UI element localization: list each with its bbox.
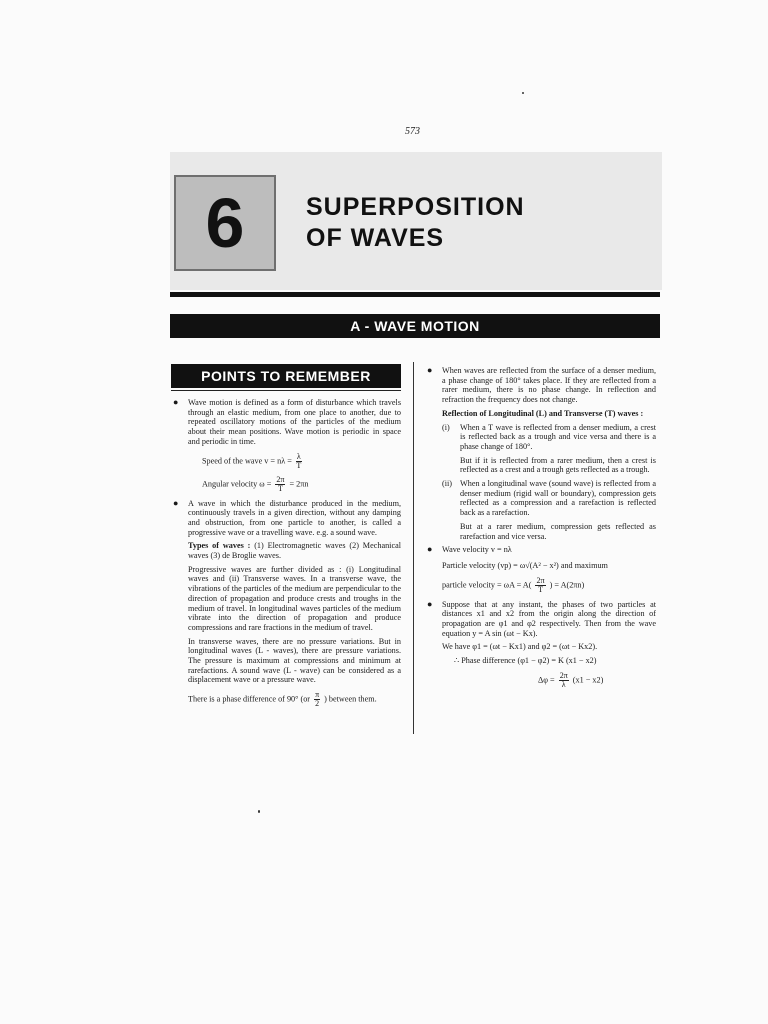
chapter-number: 6 — [205, 184, 245, 262]
pressure-variation-paragraph: In transverse waves, there are no pressure variations. But in longitudinal waves (L - waves), there are pressure variations. The pressure is maximum at compressions and minimum at rarefactions. A sound wave (L - wave) can be considered as a displacement wave or a pressure wave. — [188, 636, 401, 685]
fraction-den: T — [277, 483, 283, 493]
left-column — [173, 397, 401, 714]
fraction-den: T — [296, 460, 302, 470]
reflection-phase-paragraph: When waves are reflected from the surface of a denser medium, a phase change of 180° takes place. If they are reflected from a rarer medium, there is no phase change. In reflection and refraction the frequency does not change. — [442, 366, 656, 405]
fraction-num: 2π — [276, 474, 285, 484]
angular-velocity-equation — [202, 476, 401, 493]
scan-speck — [522, 92, 524, 94]
fraction — [314, 691, 320, 708]
list-number: (i) — [442, 422, 450, 432]
particle-velocity: Particle velocity (vp) = ω√(A² − x²) and maximum — [442, 560, 608, 570]
chapter-number-box — [174, 175, 276, 271]
list-text: When a T wave is reflected from a denser medium, a crest is reflected back as a trough and vice versa and there is a phase change of 180°. — [460, 422, 656, 451]
fraction-num: π — [315, 690, 320, 700]
chapter-title — [306, 192, 525, 254]
header-rule — [170, 292, 660, 297]
phase-post: ) between them. — [324, 694, 377, 704]
phase-particles-paragraph: Suppose that at any instant, the phases of two particles at distances x1 and x2 from the origin along the direction of propagation are φ1 and φ2 respectively. Then from the wave equation y = A sin (ωt − Kx). — [442, 599, 656, 638]
types-of-waves — [188, 541, 401, 560]
points-heading: POINTS TO REMEMBER — [171, 364, 401, 388]
phase-pre: There is a phase difference of 90° (or — [188, 694, 311, 704]
fraction-den: 2 — [315, 699, 320, 709]
delta-post: (x1 − x2) — [572, 675, 604, 685]
right-column — [427, 365, 656, 695]
scan-speck — [258, 810, 260, 813]
chapter-title-line2: OF WAVES — [306, 224, 445, 252]
fraction-num: λ — [296, 451, 301, 461]
phase-difference-line — [188, 691, 401, 708]
angular-label: Angular velocity ω = — [202, 478, 272, 488]
fraction — [559, 672, 569, 689]
fraction — [275, 476, 285, 493]
fraction-den: T — [538, 584, 543, 594]
delta-pre: Δφ = — [538, 675, 555, 685]
bullet-icon: ● — [173, 397, 179, 407]
types-label: Types of waves : — [188, 541, 251, 551]
fraction — [535, 577, 545, 594]
chapter-title-line1: SUPERPOSITION — [306, 193, 525, 221]
wave-velocity: Wave velocity v = nλ — [442, 545, 512, 555]
max-velocity-line — [442, 577, 656, 594]
bullet-icon: ● — [427, 365, 433, 375]
bullet-item — [427, 598, 656, 639]
speed-label: Speed of the wave v = nλ = — [202, 455, 292, 465]
delta-phi-equation — [538, 672, 656, 689]
points-heading-underline — [171, 390, 401, 391]
reflection-heading-text: Reflection of Longitudinal (L) and Transverse (T) waves : — [442, 408, 644, 418]
fraction-den: λ — [561, 679, 566, 689]
angular-tail: = 2πn — [289, 478, 309, 488]
section-title-bar: A - WAVE MOTION — [170, 314, 660, 338]
types-text: (1) Electromagnetic waves (2) Mechanical waves (3) de Broglie waves. — [188, 541, 401, 561]
list-text: When a longitudinal wave (sound wave) is reflected from a denser medium (rigid wall or boundary), compression gets reflected as a compression and a rarefaction is reflected back as a rarefaction. — [460, 479, 656, 518]
bullet-item — [173, 397, 401, 447]
bullet-icon: ● — [173, 497, 179, 508]
max-vel-post: ) = A(2πn) — [549, 580, 585, 590]
bullet-item — [427, 544, 656, 555]
list-text: But if it is reflected from a rarer medium, then a crest is reflected as a crest and a trough gets reflected as a trough. — [460, 455, 656, 475]
bullet-item — [427, 365, 656, 405]
fraction — [296, 453, 302, 470]
bullet-icon: ● — [427, 598, 433, 609]
fraction-num: 2π — [536, 575, 545, 585]
bullet-icon: ● — [427, 544, 433, 555]
list-number: (ii) — [442, 479, 453, 489]
list-item — [442, 479, 656, 541]
column-divider — [413, 362, 414, 734]
bullet-item — [173, 497, 401, 538]
progressive-wave-definition: A wave in which the disturbance produced in the medium, continuously travels in a given direction, without any damping and obstruction, from one particle to another, is called a progressive wave or a travelling wave. e.g. a sound wave. — [188, 498, 401, 537]
reflection-heading — [442, 409, 656, 419]
speed-equation — [202, 453, 401, 470]
list-text: But at a rarer medium, compression gets reflected as rarefaction and vice versa. — [460, 521, 656, 541]
progressive-division-paragraph: Progressive waves are further divided as : (i) Longitudinal waves and (ii) Transverse waves. In a transverse wave, the vibrations of the particles of the medium are perpendicular to the direction of propagation and produce crests and troughs in the medium of travel. In longitudinal waves particles of the medium vibrate into the direction of propagation and produce compressions and rare fractions in the medium of travel. — [188, 564, 401, 632]
list-item — [442, 423, 656, 476]
max-vel-pre: particle velocity = ωA = A( — [442, 580, 532, 590]
wave-motion-definition: Wave motion is defined as a form of disturbance which travels through an elastic medium, from one place to another, due to repeated oscillatory motions of the particles of the medium about their mean positions. Wave motion is periodic in space and periodic in time. — [188, 398, 401, 446]
fraction-num: 2π — [559, 670, 568, 680]
page-number: 573 — [405, 126, 420, 137]
phase-difference-line: ∴ Phase difference (φ1 − φ2) = K (x1 − x2) — [454, 656, 597, 666]
we-have-line: We have φ1 = (ωt − Kx1) and φ2 = (ωt − Kx2). — [442, 642, 598, 652]
